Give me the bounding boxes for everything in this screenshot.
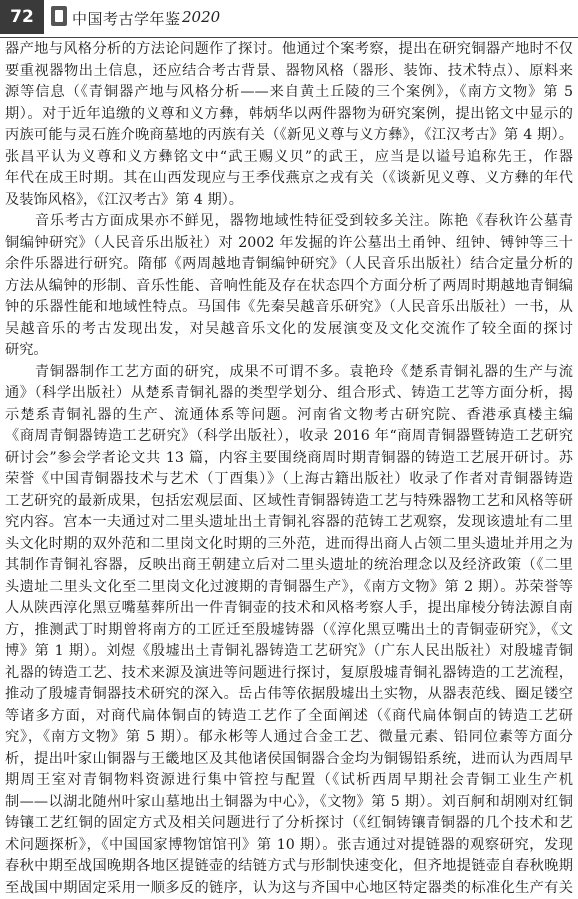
text-line: 及装饰风格》，《江汉考古》第 4 期）。 xyxy=(5,190,573,212)
text-line: 术问题探析》，《中国国家博物馆馆刊》第 10 期）。张吉通过对提链器的观察研究，发现 xyxy=(5,835,573,857)
text-line: 器产地与风格分析的方法论问题作了探讨。他通过个案考察，提出在研究铜器产地时不仅 xyxy=(5,39,573,61)
text-line: 析，提出叶家山铜器与王畿地区及其他诸侯国铜器合金均为铜锡铅系统，进而认为西周早 xyxy=(5,749,573,771)
text-line: 究内容。宫本一夫通过对二里头遗址出土青铜礼容器的范铸工艺观察，发现该遗址有二里 xyxy=(5,512,573,534)
text-line: 源等信息（《青铜器产地与风格分析——来自黄土丘陵的三个案例》，《南方文物》第 5 xyxy=(5,82,573,104)
text-line: 头遗址二里头文化至二里岗文化过渡期的青铜器生产》，《南方文物》第 2 期）。苏荣誉等 xyxy=(5,577,573,599)
text-line: 人从陕西淳化黑豆嘴墓葬所出一件青铜壶的技术和风格考察人手，提出扉棱分铸法源自南 xyxy=(5,598,573,620)
text-line: 方法从编钟的形制、音乐性能、音响性能及存在状态四个方面分析了两周时期越地青铜编 xyxy=(5,276,573,298)
text-line: 青铜器制作工艺方面的研究，成果不可谓不多。袁艳玲《楚系青铜礼器的生产与流 xyxy=(5,362,573,384)
text-line: 头文化时期的双外范和二里岗文化时期的三外范，进而得出商人占领二里头遗址并用之为 xyxy=(5,534,573,556)
running-year: 2020 xyxy=(182,8,220,26)
text-line: 期周王室对青铜物料资源进行集中管控与配置（《试析西周早期社会青铜工业生产机 xyxy=(5,770,573,792)
text-line: 等诸多方面，对商代扁体铜卣的铸造工艺作了全面阐述（《商代扁体铜卣的铸造工艺研 xyxy=(5,706,573,728)
text-line: 礼器的铸造工艺、技术来源及演进等问题进行探讨，复原殷墟青铜礼器铸造的工艺流程， xyxy=(5,663,573,685)
text-line: 博》第 1 期）。刘煜《殷墟出土青铜礼器铸造工艺研究》（广东人民出版社）对殷墟青铜 xyxy=(5,641,573,663)
text-line: 年代在成王时期。其在山西发现应与王季伐燕京之戎有关（《谈新见义尊、义方彝的年代 xyxy=(5,168,573,190)
page-header xyxy=(0,0,578,38)
yearbook-emblem-icon xyxy=(51,6,67,26)
page-number: 72 xyxy=(0,0,44,34)
text-line: 春秋中期至战国晚期各地区提链壶的结链方式与形制快速变化，但齐地提链壶自春秋晚期 xyxy=(5,856,573,878)
text-line: 方，推测武丁时期曾将南方的工匠迁至殷墟铸器（《淳化黑豆嘴出土的青铜壶研究》，《文 xyxy=(5,620,573,642)
text-line: 研讨会”参会学者论文共 13 篇，内容主要围绕商周时期青铜器的铸造工艺展开研讨。苏 xyxy=(5,448,573,470)
body-text xyxy=(5,39,573,899)
running-title: 中国考古学年鉴 xyxy=(72,8,181,29)
text-line: 其制作青铜礼容器，反映出商王朝建立后对二里头遗址的统治理念以及经济政策（《二里 xyxy=(5,555,573,577)
text-line: 期）。对于近年追缴的义尊和义方彝，韩炳华以两件器物为研究案例，提出铭文中显示的 xyxy=(5,104,573,126)
text-line: 研究。 xyxy=(5,340,573,362)
text-line: 吴越音乐的考古发现出发，对吴越音乐文化的发展演变及文化交流作了较全面的探讨 xyxy=(5,319,573,341)
text-line: 音乐考古方面成果亦不鲜见，器物地域性特征受到较多关注。陈艳《春秋许公墓青 xyxy=(5,211,573,233)
text-line: 推动了殷墟青铜器技术研究的深入。岳占伟等依据殷墟出土实物，从器表范线、圈足镂空 xyxy=(5,684,573,706)
text-line: 铜编钟研究》（人民音乐出版社）对 2002 年发掘的许公墓出土甬钟、纽钟、镈钟等三十 xyxy=(5,233,573,255)
header-rule xyxy=(0,37,578,38)
text-line: 铸镶工艺红铜的固定方式及相关问题进行了分析探讨（《红铜铸镶青铜器的几个技术和艺 xyxy=(5,813,573,835)
text-line: 张昌平认为义尊和义方彝铭文中“武王赐义贝”的武王，应当是以谥号追称先王，作器 xyxy=(5,147,573,169)
text-line: 钟的乐器性能和地域性特点。马国伟《先秦吴越音乐研究》（人民音乐出版社）一书，从 xyxy=(5,297,573,319)
text-line: 示楚系青铜礼器的生产、流通体系等问题。河南省文物考古研究院、香港承真楼主编 xyxy=(5,405,573,427)
text-line: 要重视器物出土信息，还应结合考古背景、器物风格（器形、装饰、技术特点）、原料来 xyxy=(5,61,573,83)
text-line: 工艺研究的最新成果，包括宏观层面、区域性青铜器铸造工艺与特殊器物工艺和风格等研 xyxy=(5,491,573,513)
text-line: 通》（科学出版社）从楚系青铜礼器的类型学划分、组合形式、铸造工艺等方面分析，揭 xyxy=(5,383,573,405)
text-line: 荣誉《中国青铜器技术与艺术（丁酉集）》（上海古籍出版社）收录了作者对青铜器铸造 xyxy=(5,469,573,491)
text-line: 至战国中期固定采用一顺多反的链序，认为这与齐国中心地区特定器类的标准化生产有关 xyxy=(5,878,573,899)
text-line: 《商周青铜器铸造工艺研究》（科学出版社），收录 2016 年“商周青铜器暨铸造工艺研究 xyxy=(5,426,573,448)
text-line: 丙族可能与灵石旌介晚商墓地的丙族有关（《新见义尊与义方彝》，《江汉考古》第 4 期）。 xyxy=(5,125,573,147)
text-line: 余件乐器进行研究。隋郁《两周越地青铜编钟研究》（人民音乐出版社）结合定量分析的 xyxy=(5,254,573,276)
text-line: 制——以湖北随州叶家山墓地出土铜器为中心》，《文物》第 5 期）。刘百舸和胡刚对红铜 xyxy=(5,792,573,814)
text-line: 究》，《南方文物》第 5 期）。郁永彬等人通过合金工艺、微量元素、铅同位素等方面分 xyxy=(5,727,573,749)
